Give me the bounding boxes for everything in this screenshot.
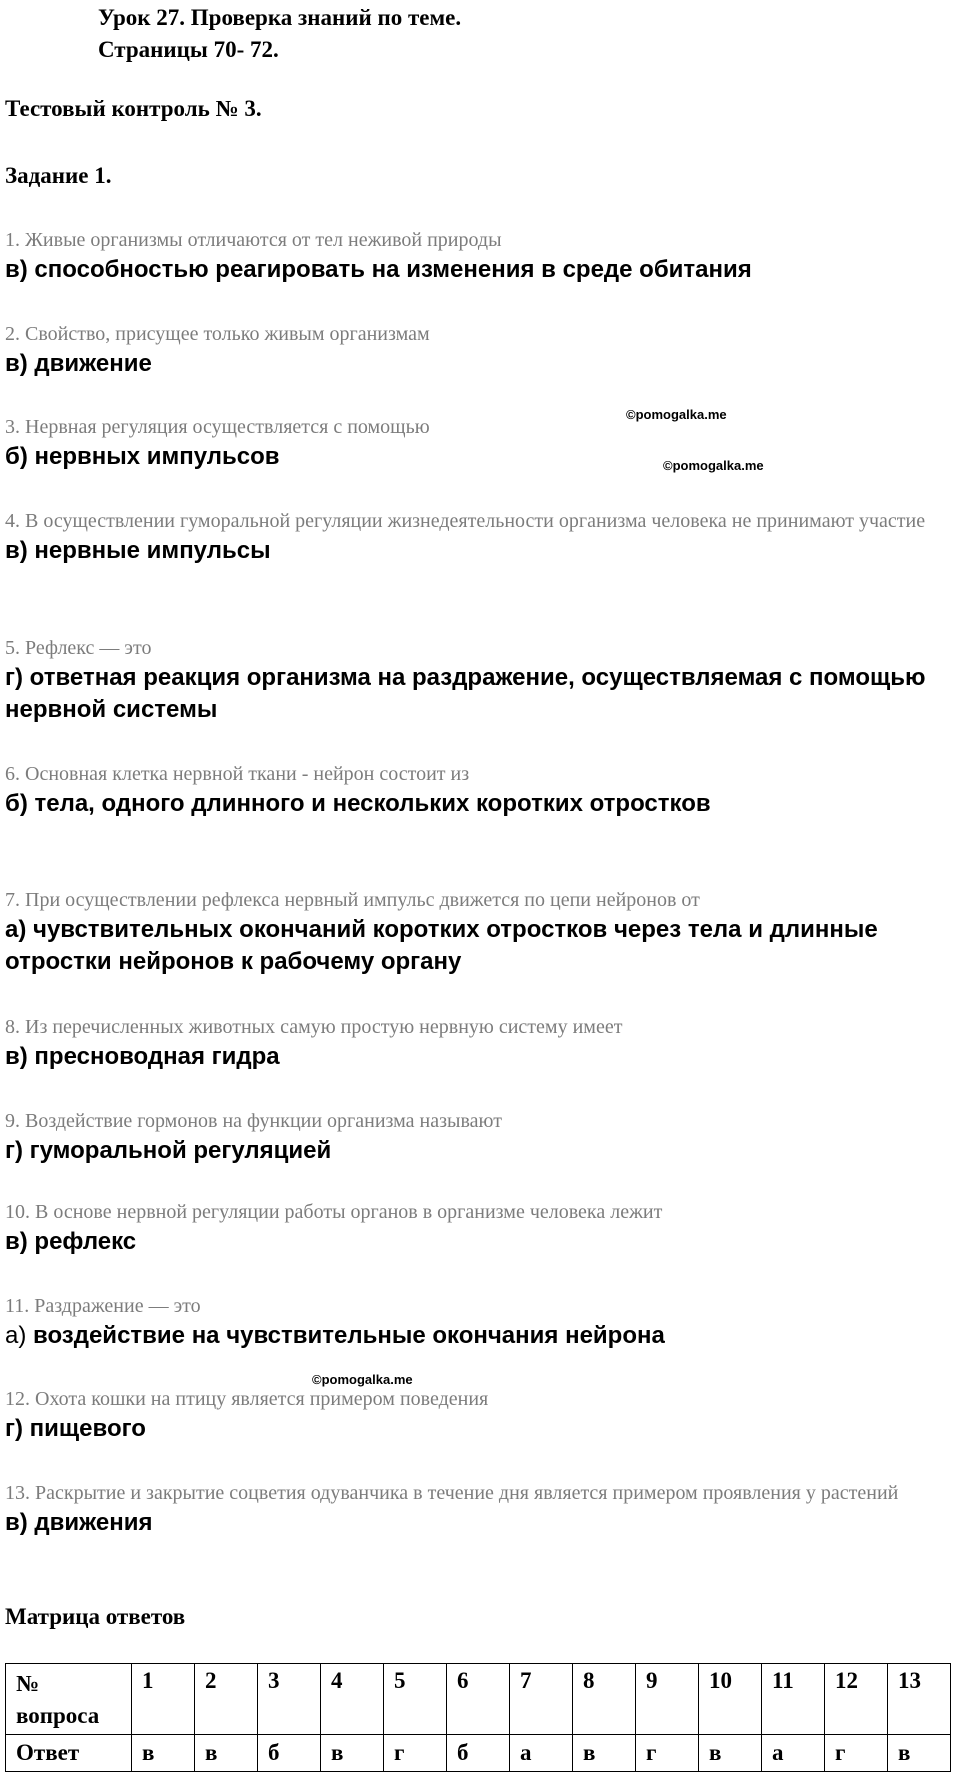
matrix-question-number: 4 bbox=[321, 1664, 384, 1735]
question-text: 11. Раздражение — это bbox=[5, 1295, 201, 1317]
lesson-header bbox=[98, 2, 461, 66]
question-text: 6. Основная клетка нервной ткани - нейрон состоит из bbox=[5, 763, 470, 785]
matrix-question-number: 3 bbox=[258, 1664, 321, 1735]
question-text: 7. При осуществлении рефлекса нервный импульс движется по цепи нейронов от bbox=[5, 889, 700, 911]
matrix-question-number: 13 bbox=[888, 1664, 951, 1735]
answer-matrix-table bbox=[5, 1663, 951, 1772]
question-block-7 bbox=[5, 886, 955, 978]
answer-text bbox=[5, 1320, 955, 1352]
question-block-2 bbox=[5, 320, 955, 380]
matrix-question-number: 6 bbox=[447, 1664, 510, 1735]
question-block-11 bbox=[5, 1292, 955, 1352]
matrix-answer: г bbox=[825, 1735, 888, 1772]
matrix-question-number: 8 bbox=[573, 1664, 636, 1735]
lesson-title: Урок 27. Проверка знаний по теме. bbox=[98, 5, 462, 30]
question-text: 1. Живые организмы отличаются от тел неживой природы bbox=[5, 229, 502, 251]
question-block-3 bbox=[5, 413, 955, 473]
matrix-question-number: 7 bbox=[510, 1664, 573, 1735]
question-block-9 bbox=[5, 1107, 955, 1167]
matrix-answer: б bbox=[258, 1735, 321, 1772]
answer-text: в) рефлекс bbox=[5, 1228, 137, 1255]
matrix-row-answers bbox=[6, 1735, 951, 1772]
question-block-8 bbox=[5, 1013, 955, 1073]
answer-text: г) ответная реакция организма на раздражение, осуществляемая с помощью нервной системы bbox=[5, 664, 926, 723]
question-text: 12. Охота кошки на птицу является примером поведения bbox=[5, 1388, 489, 1410]
test-title: Тестовый контроль № 3. bbox=[5, 96, 262, 121]
question-block-1 bbox=[5, 226, 955, 286]
question-text: 2. Свойство, присущее только живым организмам bbox=[5, 323, 430, 345]
matrix-answer: в bbox=[132, 1735, 195, 1772]
answer-text: г) пищевого bbox=[5, 1415, 146, 1442]
matrix-answer: а bbox=[510, 1735, 573, 1772]
matrix-header-cell bbox=[6, 1664, 132, 1735]
matrix-answer-label: Ответ bbox=[6, 1735, 132, 1772]
question-text: 5. Рефлекс — это bbox=[5, 637, 152, 659]
matrix-question-number: 2 bbox=[195, 1664, 258, 1735]
question-text: 9. Воздействие гормонов на функции организма называют bbox=[5, 1110, 502, 1132]
answer-text: а) чувствительных окончаний коротких отростков через тела и длинные отростки нейронов к рабочему органу bbox=[5, 916, 878, 975]
matrix-question-number: 10 bbox=[699, 1664, 762, 1735]
matrix-answer: в bbox=[573, 1735, 636, 1772]
matrix-answer: в bbox=[888, 1735, 951, 1772]
answer-text: в) движения bbox=[5, 1509, 153, 1536]
answer-text: в) пресноводная гидра bbox=[5, 1043, 280, 1070]
matrix-question-number: 12 bbox=[825, 1664, 888, 1735]
question-text: 10. В основе нервной регуляции работы органов в организме человека лежит bbox=[5, 1201, 663, 1223]
matrix-answer: а bbox=[762, 1735, 825, 1772]
question-block-4 bbox=[5, 507, 955, 567]
answer-text: б) нервных импульсов bbox=[5, 443, 280, 470]
answer-prefix: а) bbox=[5, 1322, 34, 1349]
answer-text: в) нервные импульсы bbox=[5, 537, 271, 564]
question-block-13 bbox=[5, 1479, 955, 1539]
question-text: 3. Нервная регуляция осуществляется с помощью bbox=[5, 416, 430, 438]
answer-text: в) движение bbox=[5, 350, 152, 377]
matrix-answer: в bbox=[699, 1735, 762, 1772]
matrix-question-number: 5 bbox=[384, 1664, 447, 1735]
question-block-12 bbox=[5, 1385, 955, 1445]
watermark: ©pomogalka.me bbox=[663, 458, 764, 473]
question-text: 8. Из перечисленных животных самую простую нервную систему имеет bbox=[5, 1016, 623, 1038]
question-block-6 bbox=[5, 760, 955, 820]
matrix-row-questions bbox=[6, 1664, 951, 1735]
watermark: ©pomogalka.me bbox=[312, 1372, 413, 1387]
matrix-answer: г bbox=[636, 1735, 699, 1772]
matrix-answer: в bbox=[195, 1735, 258, 1772]
matrix-question-number: 11 bbox=[762, 1664, 825, 1735]
matrix-answer: в bbox=[321, 1735, 384, 1772]
matrix-label-question: вопроса bbox=[16, 1703, 100, 1728]
answer-text: б) тела, одного длинного и нескольких коротких отростков bbox=[5, 790, 711, 817]
question-block-5 bbox=[5, 634, 955, 726]
matrix-answer: г bbox=[384, 1735, 447, 1772]
matrix-question-number: 9 bbox=[636, 1664, 699, 1735]
lesson-pages: Страницы 70- 72. bbox=[98, 37, 279, 62]
matrix-label-number: № bbox=[16, 1671, 40, 1696]
answer-body: воздействие на чувствительные окончания нейрона bbox=[33, 1322, 665, 1349]
matrix-title: Матрица ответов bbox=[5, 1604, 186, 1629]
task-title: Задание 1. bbox=[5, 163, 112, 188]
question-text: 13. Раскрытие и закрытие соцветия одуванчика в течение дня является примером проявления у растений bbox=[5, 1482, 899, 1504]
matrix-answer: б bbox=[447, 1735, 510, 1772]
answer-text: в) способностью реагировать на изменения в среде обитания bbox=[5, 256, 752, 283]
answer-text: г) гуморальной регуляцией bbox=[5, 1137, 332, 1164]
matrix-question-number: 1 bbox=[132, 1664, 195, 1735]
question-block-10 bbox=[5, 1198, 955, 1258]
watermark: ©pomogalka.me bbox=[626, 407, 727, 422]
question-text: 4. В осуществлении гуморальной регуляции жизнедеятельности организма человека не принимают участие bbox=[5, 510, 926, 532]
